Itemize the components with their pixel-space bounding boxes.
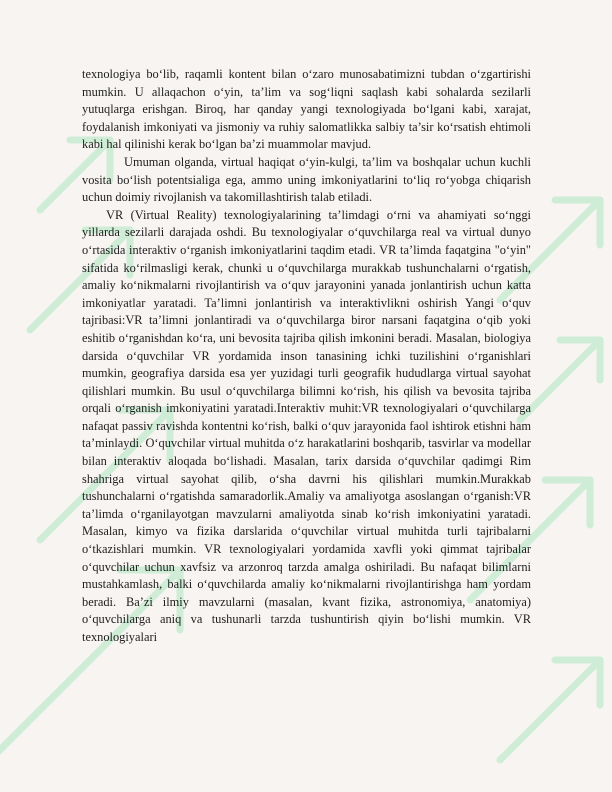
paragraph-1: texnologiya bo‘lib, raqamli kontent bilan o‘zaro munosabatimizni tubdan o‘zgartirishi mumkin. U allaqachon o‘yin, ta’lim va sog‘liqni saqlash kabi sohalarda sezilarli yutuqlarga erishgan. Biroq, har qanday yangi texnologiyada bo‘lgani kabi, xarajat, foydalanish imkoniyati va jismoniy va ruhiy salomatlikka salbiy ta’sir ko‘rsatish ehtimoli kabi hal qilinishi kerak bo‘lgan ba’zi muammolar mavjud. (82, 67, 531, 152)
paragraph-3: VR (Virtual Reality) texnologiyalarining ta’limdagi o‘rni va ahamiyati so‘nggi yillarda sezilarli darajada oshdi. Bu texnologiyalar o‘quvchilarga real va virtual dunyo o‘rtasida interaktiv o‘rganish imkoniyatlarini taqdim etadi. VR ta’limda faqatgina "o‘yin" sifatida ko‘rilmasligi kerak, chunki u o‘quvchilarga murakkab tushunchalarni o‘rgatish, amaliy ko‘nikmalarni rivojlantirish va o‘quv jarayonini yanada jonlantirish uchun katta imkoniyatlar yaratadi. Ta’limni jonlantirish va interaktivlikni oshirish Yangi o‘quv tajribasi:VR ta’limni jonlantiradi va o‘quvchilarga biror narsani faqatgina o‘qib yoki eshitib o‘rganishdan ko‘ra, uni bevosita tajriba qilish imkonini beradi. Masalan, biologiya darsida o‘quvchilar VR yordamida inson tanasining ichki tuzilishini o‘rganishlari mumkin, geografiya darsida esa yer yuzidagi turli geografik hududlarga virtual sayohat qilishlari mumkin. Bu usul o‘quvchilarga bilimni ko‘rish, his qilish va bevosita tajriba orqali o‘rganish imkoniyatini yaratadi.Interaktiv muhit:VR texnologiyalari o‘quvchilarga nafaqat passiv ravishda kontentni ko‘rish, balki o‘quv jarayonida faol ishtirok etishni ham ta’minlaydi. O‘quvchilar virtual muhitda o‘z harakatlarini boshqarib, tasvirlar va modellar bilan interaktiv aloqada bo‘lishadi. Masalan, tarix darsida o‘quvchilar qadimgi Rim shahriga virtual sayohat qilib, o‘sha davrni his qilishlari mumkin.Murakkab tushunchalarni o‘rgatishda samaradorlik.Amaliy va amaliyotga asoslangan o‘rganish:VR ta’limda o‘rganilayotgan mavzularni amaliyotda sinab ko‘rish imkoniyatini yaratadi. Masalan, kimyo va fizika darslarida o‘quvchilar virtual muhitda turli tajribalarni o‘tkazishlari mumkin. VR texnologiyalari yordamida xavfli yoki qimmat tajribalar o‘quvchilar uchun xavfsiz va arzonroq tarzda amalga oshiriladi. Bu nafaqat bilimlarni mustahkamlash, balki o‘quvchilarda amaliy ko‘nikmalarni rivojlantirishga ham yordam beradi. Ba’zi ilmiy mavzularni (masalan, kvant fizika, astronomiya, anatomiya) o‘quvchilarga aniq va tushunarli tarzda tushuntirish qiyin bo‘lishi mumkin. VR texnologiyalari (82, 207, 531, 644)
paragraph-2: Umuman olganda, virtual haqiqat o‘yin-kulgi, ta’lim va boshqalar uchun kuchli vosita bo‘lish potentsialiga ega, ammo uning imkoniyatlarini to‘liq ro‘yobga chiqarish uchun doimiy rivojlanish va takomillashtirish talab etiladi. (82, 154, 531, 205)
document-page (82, 66, 531, 647)
